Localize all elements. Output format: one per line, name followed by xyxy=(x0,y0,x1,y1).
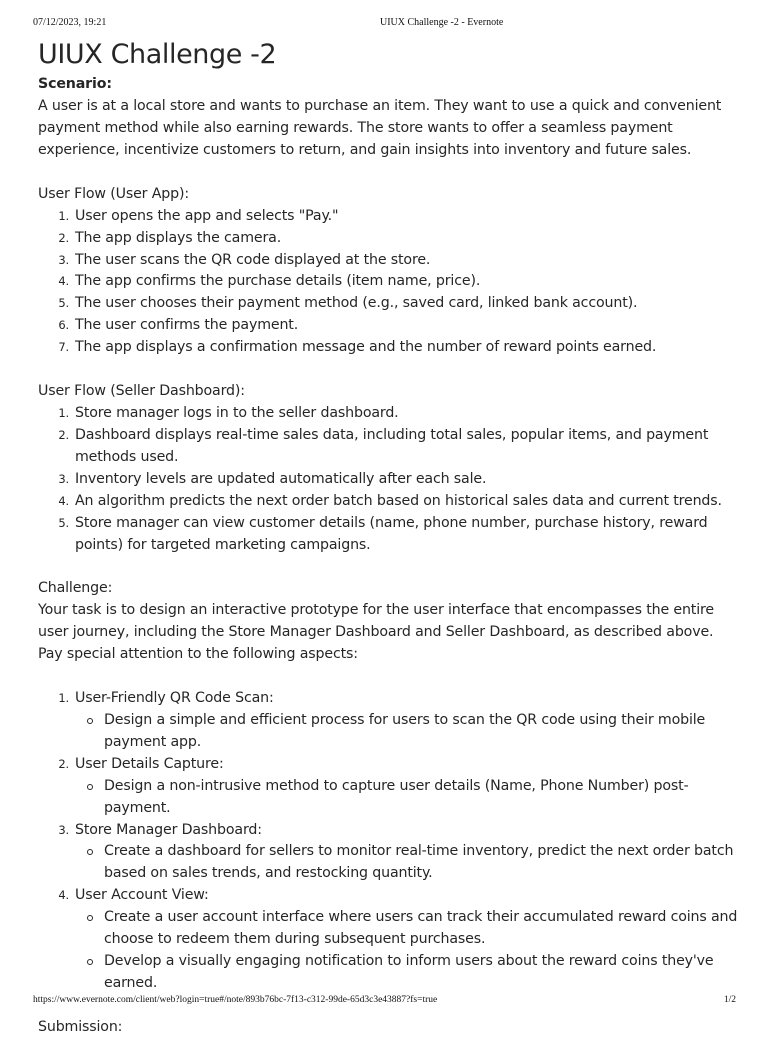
challenge-text: Your task is to design an interactive prototype for the user interface that encompasses the entire user journey, including the Store Manager Dashboard and Seller Dashboard, as described above. Pay special attention to the following aspects: xyxy=(38,602,714,663)
list-item xyxy=(38,513,738,557)
circle-bullet-icon xyxy=(87,718,93,724)
bullet-item xyxy=(75,710,738,754)
list-number: 6. xyxy=(58,318,69,333)
list-item xyxy=(38,228,738,250)
list-item xyxy=(38,315,738,337)
list-item xyxy=(38,469,738,491)
bullet-item xyxy=(75,841,738,885)
aspect-title: User Details Capture: xyxy=(75,755,224,772)
print-header xyxy=(33,17,736,29)
list-item-text: Dashboard displays real-time sales data, including total sales, popular items, and payment methods used. xyxy=(75,426,709,465)
aspect-item xyxy=(38,885,738,995)
user-flow-app-list xyxy=(38,206,738,359)
bullet-text: Create a user account interface where users can track their accumulated reward coins and choose to redeem them during subsequent purchases. xyxy=(104,909,738,948)
list-number: 4. xyxy=(58,888,69,903)
print-page-title: UIUX Challenge -2 - Evernote xyxy=(380,17,504,28)
list-item-text: Store manager can view customer details (name, phone number, purchase history, reward points) for targeted marketing campaigns. xyxy=(75,514,708,553)
bullet-item xyxy=(75,907,738,951)
aspect-title: Store Manager Dashboard: xyxy=(75,821,262,838)
challenge-aspects-list xyxy=(38,688,738,995)
list-item xyxy=(38,206,738,228)
list-number: 4. xyxy=(58,274,69,289)
list-number: 2. xyxy=(58,230,69,245)
list-item-text: User opens the app and selects "Pay." xyxy=(75,207,339,224)
list-item-text: The app confirms the purchase details (item name, price). xyxy=(75,273,481,290)
aspect-bullet-list xyxy=(75,907,738,995)
bullet-item xyxy=(75,951,738,995)
list-item xyxy=(38,491,738,513)
print-page-number: 1/2 xyxy=(723,995,736,1005)
list-number: 5. xyxy=(58,515,69,530)
note-content xyxy=(38,36,738,1039)
list-number: 3. xyxy=(58,471,69,486)
list-item-text: The app displays a confirmation message and the number of reward points earned. xyxy=(75,339,657,356)
list-item xyxy=(38,293,738,315)
list-number: 4. xyxy=(58,493,69,508)
aspect-item xyxy=(38,754,738,820)
circle-bullet-icon xyxy=(87,959,93,965)
aspect-title: User-Friendly QR Code Scan: xyxy=(75,690,274,707)
note-title: UIUX Challenge -2 xyxy=(38,39,277,70)
scenario-label: Scenario: xyxy=(38,76,112,92)
print-datetime: 07/12/2023, 19:21 xyxy=(33,17,107,28)
aspect-bullet-list xyxy=(75,841,738,885)
aspect-item xyxy=(38,820,738,886)
list-item-text: The user chooses their payment method (e.g., saved card, linked bank account). xyxy=(75,295,638,312)
bullet-text: Develop a visually engaging notification to inform users about the reward coins they've earned. xyxy=(104,953,714,991)
aspect-title: User Account View: xyxy=(75,887,209,904)
list-item xyxy=(38,337,738,359)
user-flow-app-label: User Flow (User App): xyxy=(38,185,190,202)
list-number: 3. xyxy=(58,822,69,837)
scenario-text: A user is at a local store and wants to purchase an item. They want to use a quick and convenient payment method while also earning rewards. The store wants to offer a seamless payment experience, incentivize customers to return, and gain insights into inventory and future sales. xyxy=(38,98,722,158)
list-number: 1. xyxy=(58,406,69,421)
challenge-label: Challenge: xyxy=(38,580,113,597)
list-number: 1. xyxy=(58,691,69,706)
circle-bullet-icon xyxy=(87,784,93,790)
user-flow-seller-label: User Flow (Seller Dashboard): xyxy=(38,383,245,400)
list-item-text: The app displays the camera. xyxy=(75,229,282,246)
circle-bullet-icon xyxy=(87,915,93,921)
bullet-text: Design a non-intrusive method to capture user details (Name, Phone Number) post-payment. xyxy=(104,777,689,816)
list-item xyxy=(38,271,738,293)
bullet-text: Create a dashboard for sellers to monitor real-time inventory, predict the next order batch based on sales trends, and restocking quantity. xyxy=(104,843,734,882)
list-number: 2. xyxy=(58,427,69,442)
list-number: 1. xyxy=(58,208,69,223)
list-item-text: The user confirms the payment. xyxy=(75,317,299,334)
bullet-item xyxy=(75,776,738,820)
list-item-text: Inventory levels are updated automatically after each sale. xyxy=(75,470,487,487)
submission-label: Submission: xyxy=(38,1018,123,1035)
list-item-text: Store manager logs in to the seller dashboard. xyxy=(75,405,399,422)
circle-bullet-icon xyxy=(87,849,93,855)
aspect-bullet-list xyxy=(75,776,738,820)
list-item xyxy=(38,425,738,469)
user-flow-seller-list xyxy=(38,403,738,556)
note-body xyxy=(38,74,738,1039)
bullet-text: Design a simple and efficient process for users to scan the QR code using their mobile payment app. xyxy=(104,712,706,750)
list-item xyxy=(38,403,738,425)
list-number: 7. xyxy=(58,340,69,355)
list-number: 5. xyxy=(58,296,69,311)
aspect-bullet-list xyxy=(75,710,738,754)
list-item-text: An algorithm predicts the next order batch based on historical sales data and current trends. xyxy=(75,492,722,509)
list-number: 2. xyxy=(58,756,69,771)
aspect-item xyxy=(38,688,738,754)
print-footer xyxy=(33,995,736,1007)
print-url: https://www.evernote.com/client/web?login=true#/note/893b76bc-7f13-c312-99de-65d3c3e43887?fs=true xyxy=(33,995,438,1005)
list-item-text: The user scans the QR code displayed at the store. xyxy=(75,251,431,268)
list-item xyxy=(38,250,738,272)
list-number: 3. xyxy=(58,252,69,267)
